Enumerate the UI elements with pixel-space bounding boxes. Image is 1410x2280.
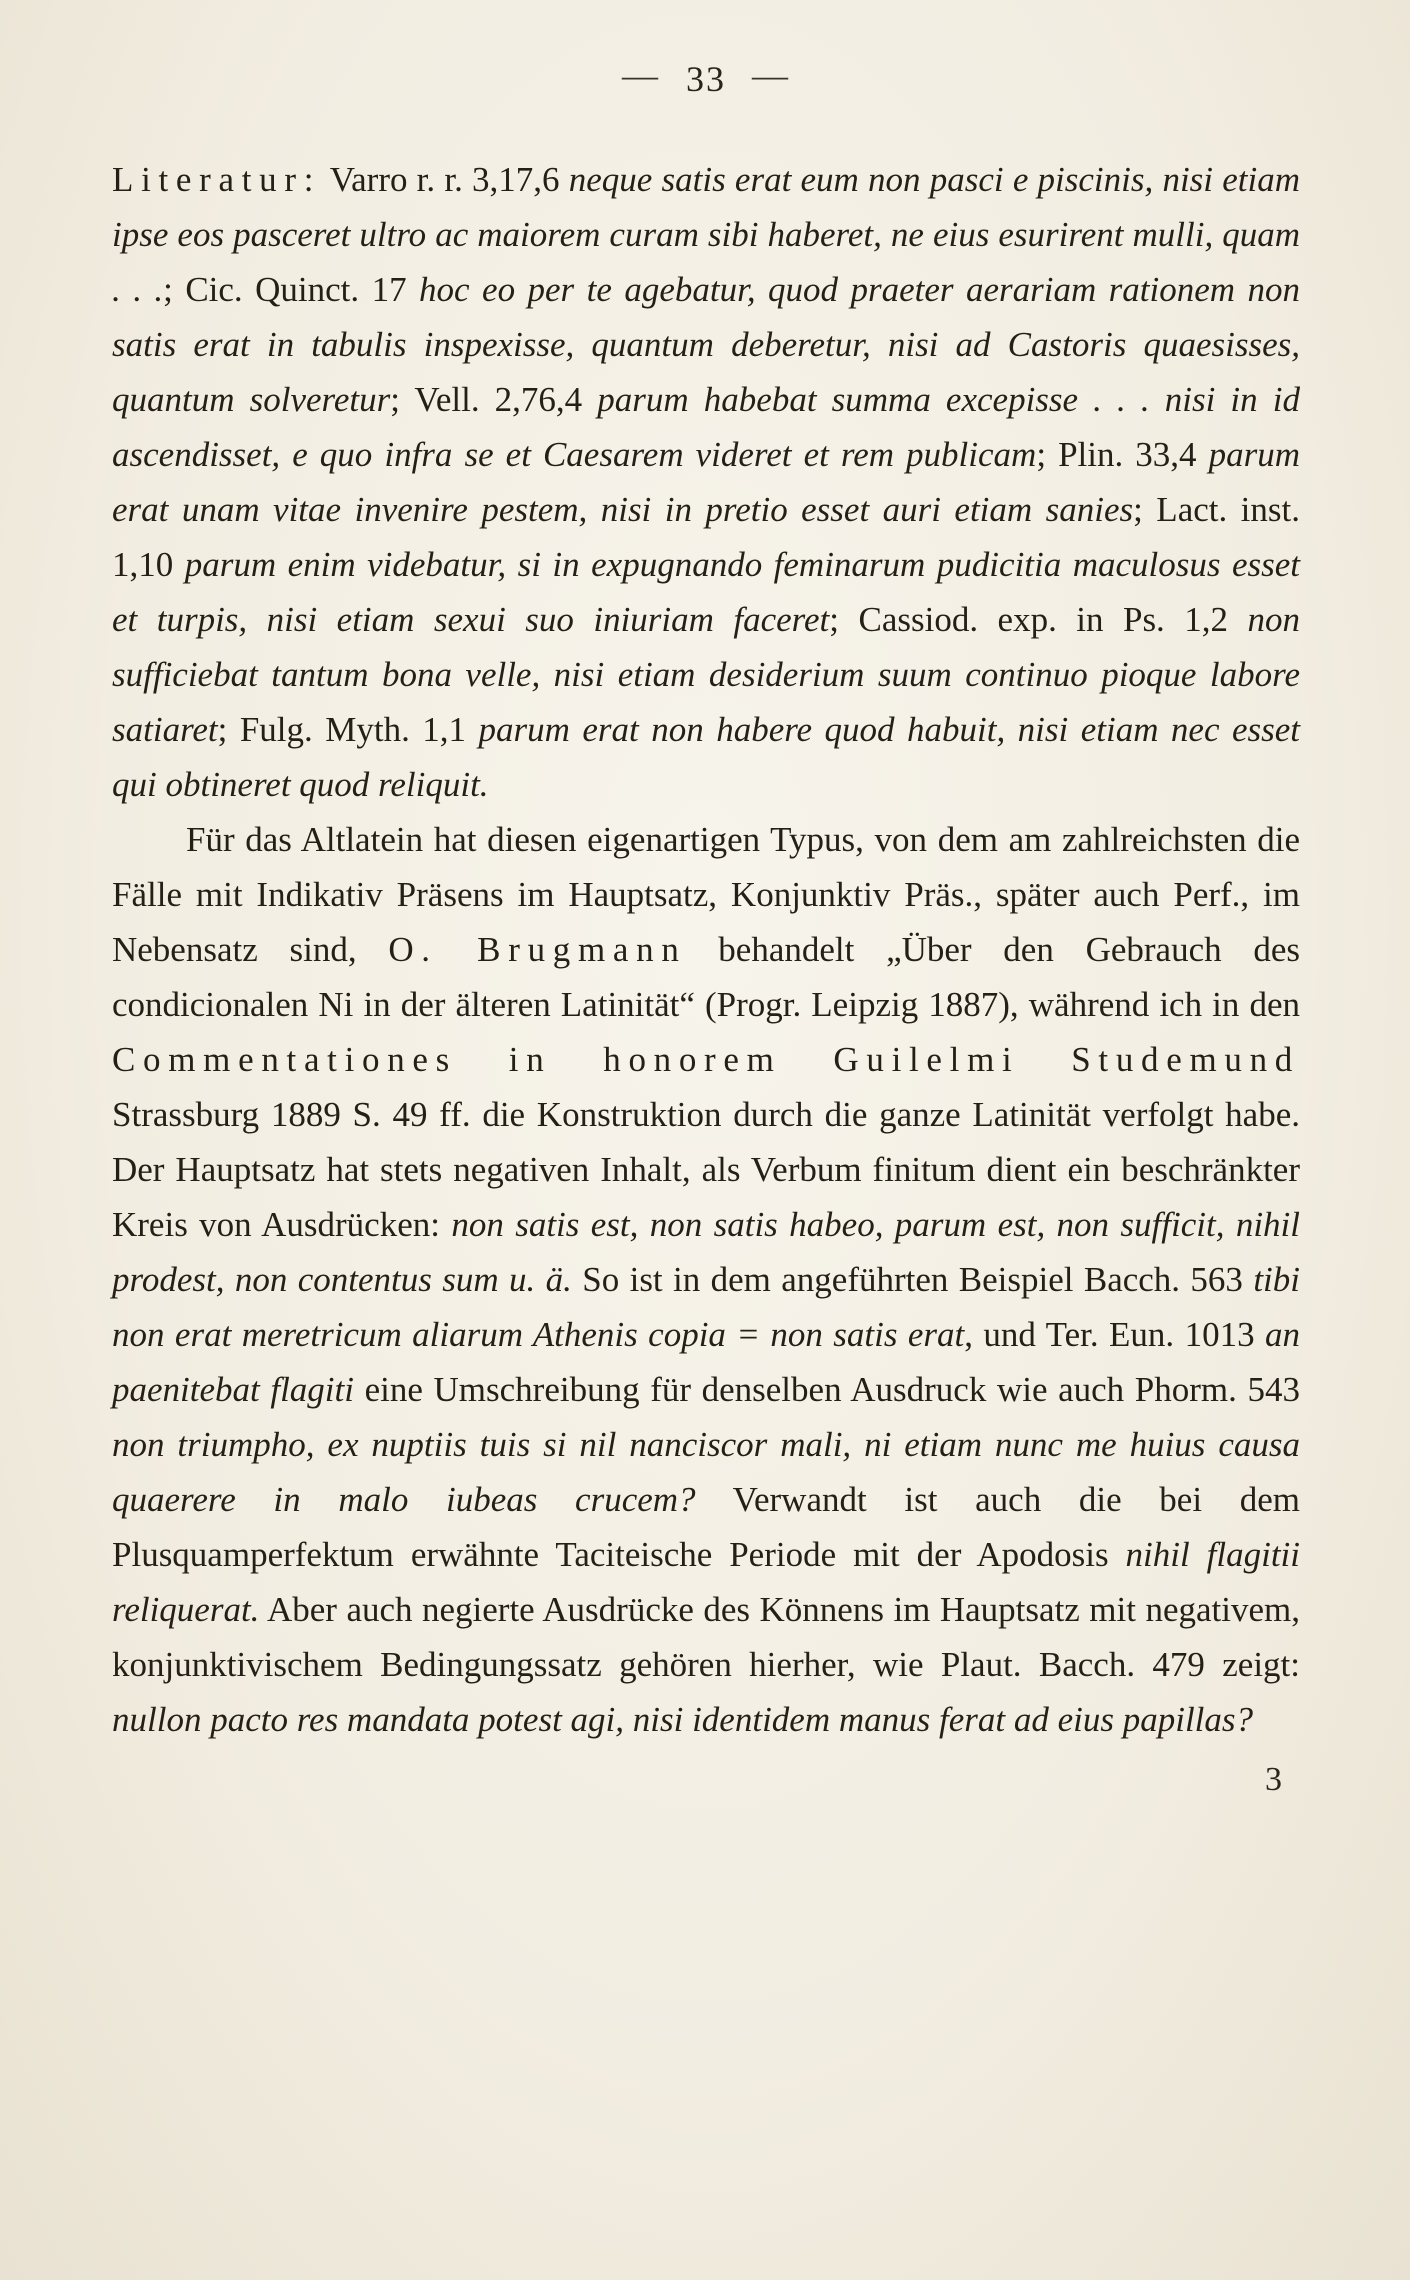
text-segment: ; Cic. Quinct. 17 [163, 270, 420, 309]
text-segment: So ist in dem angeführten Beispiel Bacch. 563 [571, 1260, 1254, 1299]
latin-quote-segment: an paenitebat flagiti [112, 1315, 1300, 1409]
text-segment: ; Vell. 2,76,4 [390, 380, 598, 419]
page-number: 33 [686, 59, 726, 99]
latin-quote-segment: non triumpho, ex nuptiis tuis si nil nanciscor mali, ni etiam nunc me huius causa quaerere in malo iubeas crucem? [112, 1425, 1300, 1519]
text-segment: eine Umschreibung für denselben Ausdruck wie auch Phorm. 543 [353, 1370, 1300, 1409]
latin-quote-segment: nihil flagitii reliquerat. [112, 1535, 1300, 1629]
text-segment: ; Lact. inst. 1,10 [112, 490, 1300, 584]
paragraph [112, 152, 1300, 812]
text-segment: ; Plin. 33,4 [1036, 435, 1209, 474]
latin-quote-segment: neque satis erat eum non pasci e piscinis, nisi etiam ipse eos pasceret ultro ac maiorem curam sibi haberet, ne eius esurirent mulli, quam . . . [112, 160, 1300, 309]
spaced-emphasis-segment: O. Brugmann [388, 930, 687, 969]
text-segment: ; Fulg. Myth. 1,1 [217, 710, 479, 749]
spaced-emphasis-segment: Commentationes in honorem Guilelmi Studemund [112, 1040, 1300, 1079]
text-segment: behandelt „Über den Gebrauch des condicionalen Ni in der älteren Latinität“ (Progr. Leipzig 1887), während ich in den [112, 930, 1300, 1024]
latin-quote-segment: hoc eo per te agebatur, quod praeter aerariam rationem non satis erat in tabulis inspexisse, quantum deberetur, nisi ad Castoris quaesisses, quantum solveretur [112, 270, 1301, 419]
latin-quote-segment: non satis est, non satis habeo, parum est, non sufficit, nihil prodest, non contentus sum u. ä. [112, 1205, 1300, 1299]
latin-quote-segment: parum enim videbatur, si in expugnando feminarum pudicitia maculosus esset et turpis, nisi etiam sexui suo iniuriam faceret [112, 545, 1300, 639]
text-segment: Varro r. r. 3,17,6 [321, 160, 569, 199]
header-dash-left: — [622, 55, 660, 95]
latin-quote-segment: non sufficiebat tantum bona velle, nisi etiam desiderium suum continuo pioque labore satiaret [112, 600, 1300, 749]
text-segment: Strassburg 1889 S. 49 ff. die Konstruktion durch die ganze Latinität verfolgt habe. Der Hauptsatz hat stets negativen Inhalt, als Verbum finitum dient ein beschränkter Kreis von Ausdrücken: [112, 1095, 1300, 1244]
text-segment: Aber auch negierte Ausdrücke des Könnens im Hauptsatz mit negativem, konjunktivischem Bedingungssatz gehören hierher, wie Plaut. Bacch. 479 zeigt: [112, 1590, 1300, 1684]
text-segment: ; Cassiod. exp. in Ps. 1,2 [829, 600, 1248, 639]
latin-quote-segment: parum erat unam vitae invenire pestem, nisi in pretio esset auri etiam sanies [112, 435, 1300, 529]
page-number-header [112, 55, 1300, 100]
latin-quote-segment: nullon pacto res mandata potest agi, nisi identidem manus ferat ad eius papillas? [112, 1700, 1254, 1739]
header-dash-right: — [752, 55, 790, 95]
text-segment: Verwandt ist auch die bei dem Plusquamperfektum erwähnte Taciteische Periode mit der Apodosis [112, 1480, 1300, 1574]
latin-quote-segment: parum erat non habere quod habuit, nisi etiam nec esset qui obtineret quod reliquit. [112, 710, 1301, 804]
paragraph [112, 812, 1300, 1747]
text-segment: , und Ter. Eun. 1013 [964, 1315, 1265, 1354]
signature-mark: 3 [1265, 1761, 1282, 1798]
text-segment: Für das Altlatein hat diesen eigenartigen Typus, von dem am zahlreichsten die Fälle mit Indikativ Präsens im Hauptsatz, Konjunktiv Präs., später auch Perf., im Nebensatz sind, [112, 820, 1300, 969]
spaced-emphasis-segment: Literatur: [112, 160, 322, 199]
latin-quote-segment: parum habebat summa excepisse . . . nisi in id ascendisset, e quo infra se et Caesarem videret et rem publicam [112, 380, 1300, 474]
latin-quote-segment: tibi non erat meretricum aliarum Athenis copia = non satis erat [112, 1260, 1300, 1354]
body-text [112, 152, 1300, 1747]
